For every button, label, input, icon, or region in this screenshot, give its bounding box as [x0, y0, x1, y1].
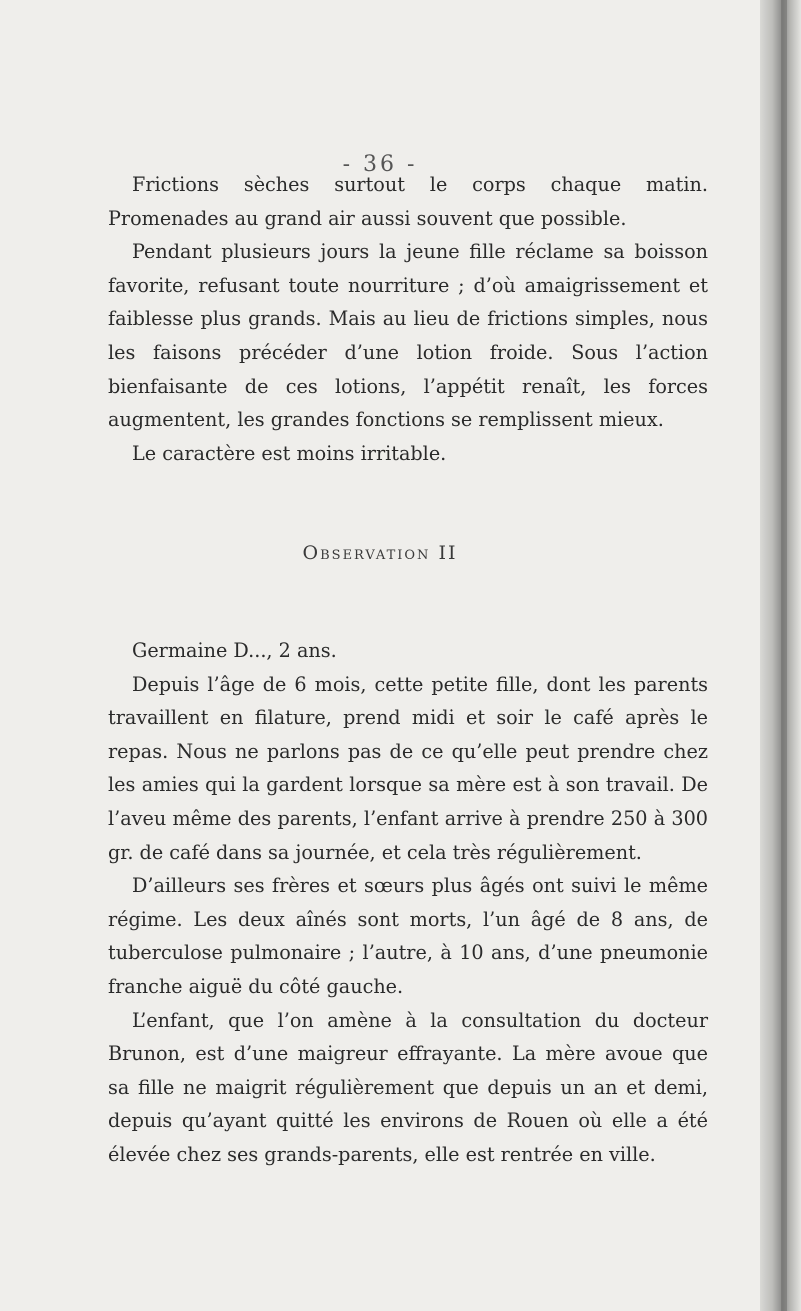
paragraph-caractere: Le caractère est moins irritable.: [132, 441, 447, 465]
case-text: [108, 634, 708, 1172]
paragraph-pendant: Pendant plusieurs jours la jeune fille réclame sa boisson favorite, refusant toute nourriture ; d’où amaigrissement et faiblesse plus grands. Mais au lieu de frictions simples, nous les faisons précéder d’une lotion froide. Sous l’action bienfaisante de ces lotions, l’appétit renaît, les forces augmentent, les grandes fonctions se remplissent mieux.: [108, 240, 708, 432]
paragraph-depuis: Depuis l’âge de 6 mois, cette petite fille, dont les parents travaillent en filature, prend midi et soir le café après le repas. Nous ne parlons pas de ce qu’elle peut prendre chez les amies qui la gardent lorsque sa mère est à son travail. De l’aveu même des parents, l’enfant arrive à prendre 250 à 300 gr. de café dans sa journée, et cela très régulièrement.: [108, 672, 708, 864]
page-edge-shadow: [781, 0, 787, 1311]
observation-heading: Observation II: [302, 542, 458, 564]
page-number: - 36 -: [342, 152, 418, 177]
paragraph-enfant: L’enfant, que l’on amène à la consultation du docteur Brunon, est d’une maigreur effrayante. La mère avoue que sa fille ne maigrit régulièrement que depuis un an et demi, depuis qu’ayant quitté les environs de Rouen où elle a été élevée chez ses grands-parents, elle est rentrée en ville.: [108, 1008, 708, 1166]
paragraph-frictions: Frictions sèches surtout le corps chaque matin. Promenades au grand air aussi souvent que possible.: [108, 173, 708, 230]
intro-text: [108, 168, 708, 470]
page-edge: [760, 0, 801, 1311]
paragraph-ailleurs: D’ailleurs ses frères et sœurs plus âgés ont suivi le même régime. Les deux aînés sont morts, l’un âgé de 8 ans, de tuberculose pulmonaire ; l’autre, à 10 ans, d’une pneumonie franche aiguë du côté gauche.: [108, 874, 708, 998]
paragraph-patient: Germaine D..., 2 ans.: [132, 639, 337, 662]
